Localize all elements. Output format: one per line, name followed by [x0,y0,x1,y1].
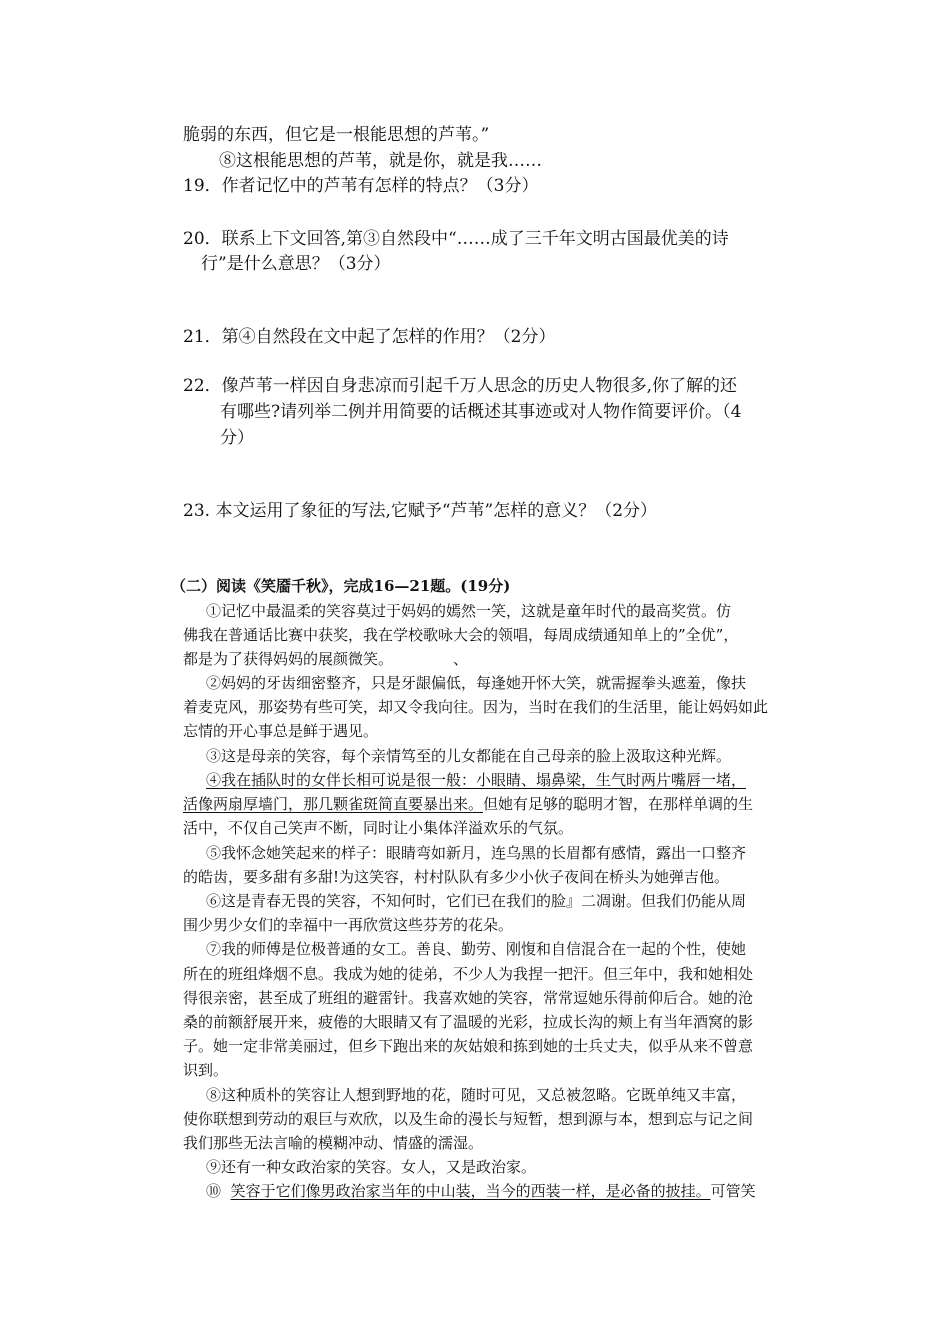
question-22-line1: 22．像芦苇一样因自身悲凉而引起千万人思念的历史人物很多,你了解的还 [183,376,738,396]
p6-line2: 围少男少女们的幸福中一再欣赏这些芬芳的花朵。 [183,916,514,934]
p1-mark: 、 [453,650,469,668]
p1-line2: 佛我在普通话比赛中获奖，我在学校歌咏大会的领唱，每周成绩通知单上的”全优”， [183,626,739,644]
question-21: 21．第④自然段在文中起了怎样的作用？（2分） [183,327,556,347]
p1-line1: ①记忆中最温柔的笑容莫过于妈妈的嫣然一笑，这就是童年时代的最高奖赏。仿 [206,602,732,620]
question-20-line2: 行”是什么意思？（3分） [201,254,391,274]
p8-line1: ⑧这种质朴的笑容让人想到野地的花，随时可见，又总被忽略。它既单纯又丰富， [206,1086,747,1104]
p7-line2: 所在的班组烽烟不息。我成为她的徒弟，不少人为我捏一把汗。但三年中，我和她相处 [183,965,754,983]
p4-line2 [183,793,753,815]
p5-line1: ⑤我怀念她笑起来的样子：眼睛弯如新月，连乌黑的长眉都有感情，露出一口整齐 [206,844,747,862]
p2-line3: 忘情的开心事总是鲜于遇见。 [183,722,379,740]
p7-line3: 得很亲密，甚至成了班组的避雷针。我喜欢她的笑容，常常逗她乐得前仰后合。她的沧 [183,989,754,1007]
question-20-line1: 20．联系上下文回答,第③自然段中“……成了三千年文明古国最优美的诗 [183,229,729,249]
p8-line3: 我们那些无法言喻的模糊冲动、情盛的濡湿。 [183,1134,484,1152]
p9-line1: ⑨还有一种女政治家的笑容。女人，又是政治家。 [206,1158,537,1176]
question-23: 23. 本文运用了象征的写法,它赋予“芦苇”怎样的意义？（2分） [183,501,658,521]
p7-line4: 桑的前额舒展开来，疲倦的大眼睛又有了温暖的光彩，拉成长沟的颊上有当年酒窝的影 [183,1013,754,1031]
p3-line1: ③这是母亲的笑容，每个亲情笃至的儿女都能在自己母亲的脸上汲取这种光辉。 [206,747,732,765]
p4-line1: ④我在插队时的女伴长相可说是很一般：小眼睛、塌鼻梁，生气时两片嘴唇一堵， [206,771,747,789]
paragraph-8: ⑧这根能思想的芦苇，就是你，就是我…… [219,151,542,171]
question-22-line2: 有哪些?请列举二例并用简要的话概述其事迹或对人物作简要评价。（4 [220,402,742,422]
p2-line1: ②妈妈的牙齿细密整齐，只是牙龈偏低，每逢她开怀大笑，就需握拳头遮羞，像扶 [206,674,747,692]
p1-line3: 都是为了获得妈妈的展颜微笑。 [183,650,394,668]
p4-line2-rest: 但她有足够的聪明才智，在那样单调的生 [483,795,754,813]
quote-tail: 脆弱的东西，但它是一根能思想的芦苇。” [183,125,490,145]
p4-line2-underlined: 活像两扇厚墙门，那几颗雀斑简直要暴出来。 [183,795,484,813]
p7-line6: 识到。 [183,1061,229,1079]
p10-number: ⑩ [206,1182,222,1200]
p10-line1 [206,1180,756,1202]
p8-line2: 使你联想到劳动的艰巨与欢欣，以及生命的漫长与短暂，想到源与本，想到忘与记之间 [183,1110,754,1128]
p5-line2: 的皓齿，要多甜有多甜!为这笑容，村村队队有多少小伙子夜间在桥头为她弹吉他。 [183,868,730,886]
p2-line2: 着麦克风，那姿势有些可笑，却又令我向往。因为，当时在我们的生活里，能让妈妈如此 [183,698,769,716]
p6-line1: ⑥这是青春无畏的笑容，不知何时，它们已在我们的脸』二凋谢。但我们仍能从周 [206,892,747,910]
question-19: 19．作者记忆中的芦苇有怎样的特点？（3分） [183,176,539,196]
p10-underlined: 笑容于它们像男政治家当年的中山装，当今的西装一样，是必备的披挂。 [230,1182,711,1200]
section-heading: （二）阅读《笑靥千秋》，完成16—21题。(19分) [171,577,511,595]
p7-line5: 子。她一定非常美丽过，但乡下跑出来的灰姑娘和拣到她的士兵丈夫，似乎从来不曾意 [183,1037,754,1055]
p4-line3: 活中，不仅自己笑声不断，同时让小集体洋溢欢乐的气氛。 [183,819,574,837]
p7-line1: ⑦我的师傅是位极普通的女工。善良、勤劳、刚愎和自信混合在一起的个性，使她 [206,940,747,958]
question-22-line3: 分） [220,428,254,448]
p10-rest: 可管笑 [710,1182,756,1200]
